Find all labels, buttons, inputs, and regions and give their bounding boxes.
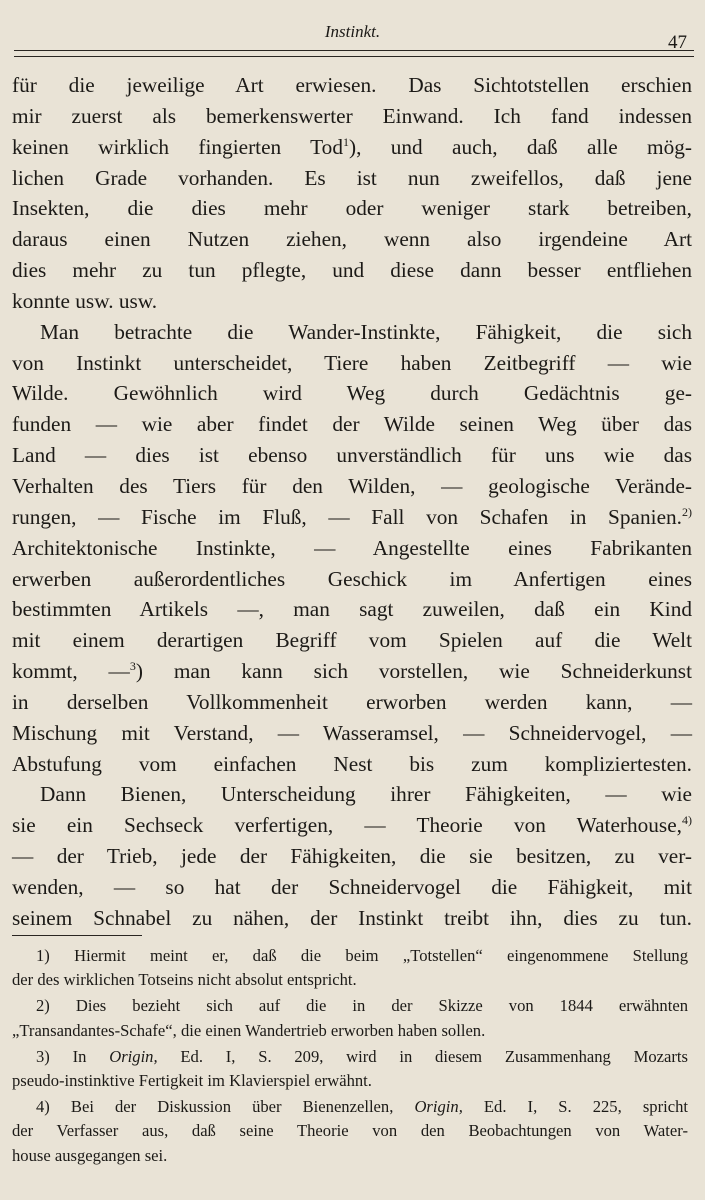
body-line: mir zuerst als bemerkenswerter Einwand. Ich fand indessen	[12, 103, 692, 128]
body-line: dies mehr zu tun pflegte, und diese dann besser entfliehen	[12, 258, 692, 283]
footnote-ref: 1	[342, 134, 349, 149]
footnote-ref: 2)	[682, 504, 692, 519]
footnote-ref: 4)	[682, 813, 692, 828]
running-head	[0, 22, 705, 53]
body-line: funden — wie aber findet der Wilde seinen Weg über das	[12, 412, 692, 437]
body-line: keinen wirklich fingierten Tod$^1$), und auch, daß alle mög-	[12, 134, 693, 159]
footnote-2: 2) Dies bezieht sich auf die in der Skizze von 1844 erwähnten „Transandantes-Schafe“, die einen Wandertrieb erworben haben sollen.	[12, 996, 688, 1040]
body-line: rungen, — Fische im Fluß, — Fall von Schafen in Spanien.$^{2)}$	[12, 504, 692, 529]
header-rule-top	[14, 50, 694, 51]
footnote-marker: 4)	[36, 1097, 50, 1117]
body-line: Abstufung vom einfachen Nest bis zum kompliziertesten.	[12, 751, 692, 776]
header-rule-bottom	[14, 56, 694, 57]
body-line: sie ein Sechseck verfertigen, — Theorie von Waterhouse,$^{4)}$	[12, 813, 692, 838]
running-head-title: Instinkt.	[324, 22, 381, 41]
footnote-4: 4) Bei der Diskussion über Bienenzellen, Origin, Ed. I, S. 225, spricht der Verfasser aus, daß seine Theorie von den Beobachtungen von Water- house ausgegangen sei.	[12, 1097, 688, 1165]
body-line: Verhalten des Tiers für den Wilden, — geologische Verände-	[12, 473, 692, 498]
body-line: bestimmten Artikels —, man sagt zuweilen, daß ein Kind	[12, 597, 692, 622]
body-line: kommt, —$^3$) man kann sich vorstellen, wie Schneiderkunst	[12, 658, 692, 684]
body-line: Dann Bienen, Unterscheidung ihrer Fähigkeiten, — wie	[40, 782, 692, 807]
body-line: für die jeweilige Art erwiesen. Das Sichtotstellen erschien	[12, 73, 692, 97]
body-line: Wilde. Gewöhnlich wird Weg durch Gedächtnis ge-	[12, 381, 692, 406]
body-line: konnte usw. usw.	[12, 288, 158, 313]
body-line: Land — dies ist ebenso unverständlich für uns wie das	[12, 443, 692, 468]
body-line: erwerben außerordentliches Geschick im Anfertigen eines	[12, 566, 692, 591]
body-text	[12, 70, 692, 934]
footnotes	[12, 944, 688, 1168]
footnote-marker: 3)	[36, 1046, 50, 1066]
body-line: von Instinkt unterscheidet, Tiere haben Zeitbegriff — wie	[12, 350, 692, 375]
body-line: Mischung mit Verstand, — Wasseramsel, — Schneidervogel, —	[12, 720, 692, 745]
body-line: daraus einen Nutzen ziehen, wenn also irgendeine Art	[12, 227, 692, 252]
body-line: wenden, — so hat der Schneidervogel die Fähigkeit, mit	[12, 874, 692, 899]
body-line: in derselben Vollkommenheit erworben werden kann, —	[12, 689, 692, 714]
body-line: lichen Grade vorhanden. Es ist nun zweifellos, daß jene	[12, 165, 692, 190]
footnote-3: 3) In Origin, Ed. I, S. 209, wird in diesem Zusammenhang Mozarts pseudo-instinktive Fertigkeit im Klavierspiel erwähnt.	[12, 1046, 688, 1090]
footnote-rule	[12, 935, 142, 936]
body-line: seinem Schnabel zu nähen, der Instinkt treibt ihn, dies zu tun.	[12, 905, 692, 930]
footnote-ref: 3	[129, 658, 136, 673]
footnote-marker: 2)	[36, 996, 50, 1016]
body-line: Man betrachte die Wander-Instinkte, Fähigkeit, die sich	[40, 319, 692, 344]
footnote-1: 1) Hiermit meint er, daß die beim „Totstellen“ eingenommene Stellung der des wirklichen Totseins nicht absolut entspricht.	[12, 946, 688, 990]
body-line: — der Trieb, jede der Fähigkeiten, die sie besitzen, zu ver-	[12, 844, 692, 869]
body-line: Architektonische Instinkte, — Angestellte eines Fabrikanten	[12, 535, 692, 560]
footnote-marker: 1)	[36, 946, 50, 965]
page-number: 47	[668, 32, 687, 53]
body-line: mit einem derartigen Begriff vom Spielen auf die Welt	[12, 628, 692, 653]
body-line: Insekten, die dies mehr oder weniger stark betreiben,	[12, 196, 692, 221]
